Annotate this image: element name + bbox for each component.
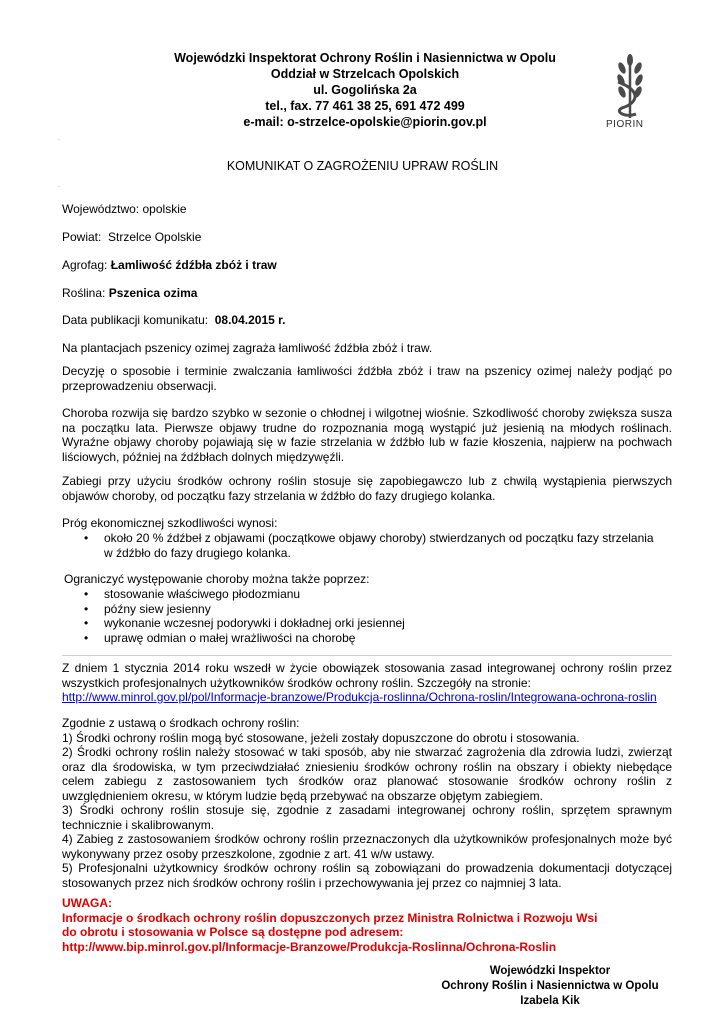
- threshold-list: [62, 531, 662, 560]
- field-label: Data publikacji komunikatu:: [62, 313, 209, 327]
- list-item: • późny siew jesienny: [62, 602, 672, 617]
- margin-mark: [58, 139, 60, 140]
- paragraph-disease: Choroba rozwija się bardzo szybko w sezonie o chłodnej i wilgotnej wiośnie. Szkodliwość choroby zwiększa susza na początku lata. Pierwsze objawy trudne do rozpoznania mogą wystąpić już jesienią na młodych roślinach. Wyraźne objawy choroby pojawiają się w fazie strzelania w źdźbło lub w fazie kłoszenia, najpierw na pochwach liściowych, później na źdźbłach dolnych międzywęźli.: [62, 406, 672, 464]
- field-label: Agrofag:: [62, 258, 108, 272]
- paragraph-decision: Decyzję o sposobie i terminie zwalczania łamliwości źdźbła zbóż i traw na pszenicy ozimej należy podjąć po przeprowadzeniu obserwacji.: [62, 364, 672, 393]
- section-divider: [62, 655, 672, 656]
- field-agrofag: [62, 258, 672, 273]
- field-label: Powiat:: [62, 230, 102, 244]
- warning-title: UWAGA:: [62, 896, 112, 910]
- page-title: KOMUNIKAT O ZAGROŻENIU UPRAW ROŚLIN: [226, 159, 499, 173]
- institution-header: [160, 50, 570, 130]
- signature-institution: Ochrony Roślin i Nasiennictwa w Opolu: [441, 980, 659, 992]
- field-value: 08.04.2015 r.: [214, 313, 286, 327]
- field-data-publikacji: [62, 313, 672, 328]
- law-item: 3) Środki ochrony roślin stosuje się, zgodnie z zasadami integrowanej ochrony roślin, sprzętem sprawnym technicznie i skalibrowanym.: [62, 803, 672, 832]
- law-item: 5) Profesjonalni użytkownicy środków ochrony roślin są zobowiązani do prowadzenia dokumentacji dotyczącej stosowanych przez nich środków ochrony roślin i przechowywania jej przez co najmniej 3 lata.: [62, 861, 672, 890]
- field-roslina: [62, 286, 672, 301]
- law-section: [62, 716, 672, 890]
- logo-text: PIORIN: [606, 119, 644, 130]
- integrated-protection-link[interactable]: http://www.minrol.gov.pl/pol/Informacje-branzowe/Produkcja-roslinna/Ochrona-roslin/Integrowana-ochrona-roslin: [62, 690, 657, 704]
- law-item: 2) Środki ochrony roślin należy stosować w taki sposób, aby nie stwarzać zagrożenia dla zdrowia ludzi, zwierząt oraz dla środowiska, w tym przeciwdziałać zniesieniu środków ochrony roślin na obszary i obiekty niebędące celem zabiegu z zastosowaniem tych środków oraz planować stosowanie środków ochrony roślin z uwzględnieniem okresu, w którym ludzie będą przebywać na obszarze objętym zabiegiem.: [62, 745, 672, 803]
- field-value: opolskie: [142, 202, 187, 216]
- header-line-institution: Wojewódzki Inspektorat Ochrony Roślin i Nasiennictwa w Opolu: [174, 51, 556, 65]
- warning-line: Informacje o środkach ochrony roślin dopuszczonych przez Ministra Rolnictwa i Rozwoju Wsi: [62, 910, 598, 925]
- warning-section: [62, 896, 672, 954]
- integrated-text: Z dniem 1 stycznia 2014 roku wszedł w życie obowiązek stosowania zasad integrowanej ochrony roślin przez wszystkich profesjonalnych użytkowników środków ochrony roślin. Szczegóły na stronie:: [62, 661, 672, 690]
- header-line-address: ul. Gogolińska 2a: [313, 83, 417, 97]
- law-item: 1) Środki ochrony roślin mogą być stosowane, jeżeli zostały dopuszczone do obrotu i stosowania.: [62, 730, 580, 745]
- law-item: 4) Zabieg z zastosowaniem środków ochrony roślin przeznaczonych dla użytkowników profesjonalnych może być wykonywany przez osoby przeszkolone, zgodnie z art. 41 w/w ustawy.: [62, 832, 672, 861]
- paragraph-threat: Na plantacjach pszenicy ozimej zagraża łamliwość źdźbła zbóż i traw.: [62, 341, 433, 355]
- list-item: • około 20 % źdźbeł z objawami (początkowe objawy choroby) stwierdzanych od początku fazy strzelania w źdźbło do fazy drugiego kolanka.: [62, 531, 662, 560]
- paragraph-treatment: Zabiegi przy użyciu środków ochrony roślin stosuje się zapobiegawczo lub z chwilą wystąpienia pierwszych objawów choroby, od początku fazy strzelania w źdźbło do fazy drugiego kolanka.: [62, 474, 672, 503]
- limit-intro: Ograniczyć występowanie choroby można także poprzez:: [64, 572, 370, 586]
- field-wojewodztwo: [62, 202, 672, 217]
- field-powiat: [62, 230, 672, 245]
- margin-mark: [58, 186, 60, 187]
- law-intro: Zgodnie z ustawą o środkach ochrony roślin:: [62, 716, 300, 730]
- list-item: • stosowanie właściwego płodozmianu: [62, 587, 672, 602]
- field-value: Pszenica ozima: [108, 286, 198, 300]
- field-label: Województwo:: [62, 202, 140, 216]
- threshold-intro: Próg ekonomicznej szkodliwości wynosi:: [62, 516, 278, 530]
- list-item: • uprawę odmian o małej wrażliwości na chorobę: [62, 631, 672, 646]
- warning-line: do obrotu i stosowania w Polsce są dostępne pod adresem:: [62, 925, 404, 939]
- signature-name: Izabela Kik: [520, 995, 580, 1007]
- header-line-branch: Oddział w Strzelcach Opolskich: [270, 67, 460, 81]
- header-line-phone: tel., fax. 77 461 38 25, 691 472 499: [265, 99, 465, 113]
- limit-list: [62, 587, 672, 645]
- warning-link[interactable]: http://www.bip.minrol.gov.pl/Informacje-Branzowe/Produkcja-Roslinna/Ochrona-Roslin: [62, 939, 557, 954]
- field-label: Roślina:: [62, 286, 106, 300]
- header-line-email: e-mail: o-strzelce-opolskie@piorin.gov.pl: [243, 115, 487, 129]
- signature-title: Wojewódzki Inspektor: [489, 965, 611, 977]
- field-value: Strzelce Opolskie: [108, 230, 202, 244]
- list-item: • wykonanie wczesnej podorywki i dokładnej orki jesiennej: [62, 616, 672, 631]
- field-value: Łamliwość źdźbła zbóż i traw: [110, 258, 277, 272]
- signature-block: [420, 964, 680, 1009]
- integrated-protection-notice: [62, 661, 672, 705]
